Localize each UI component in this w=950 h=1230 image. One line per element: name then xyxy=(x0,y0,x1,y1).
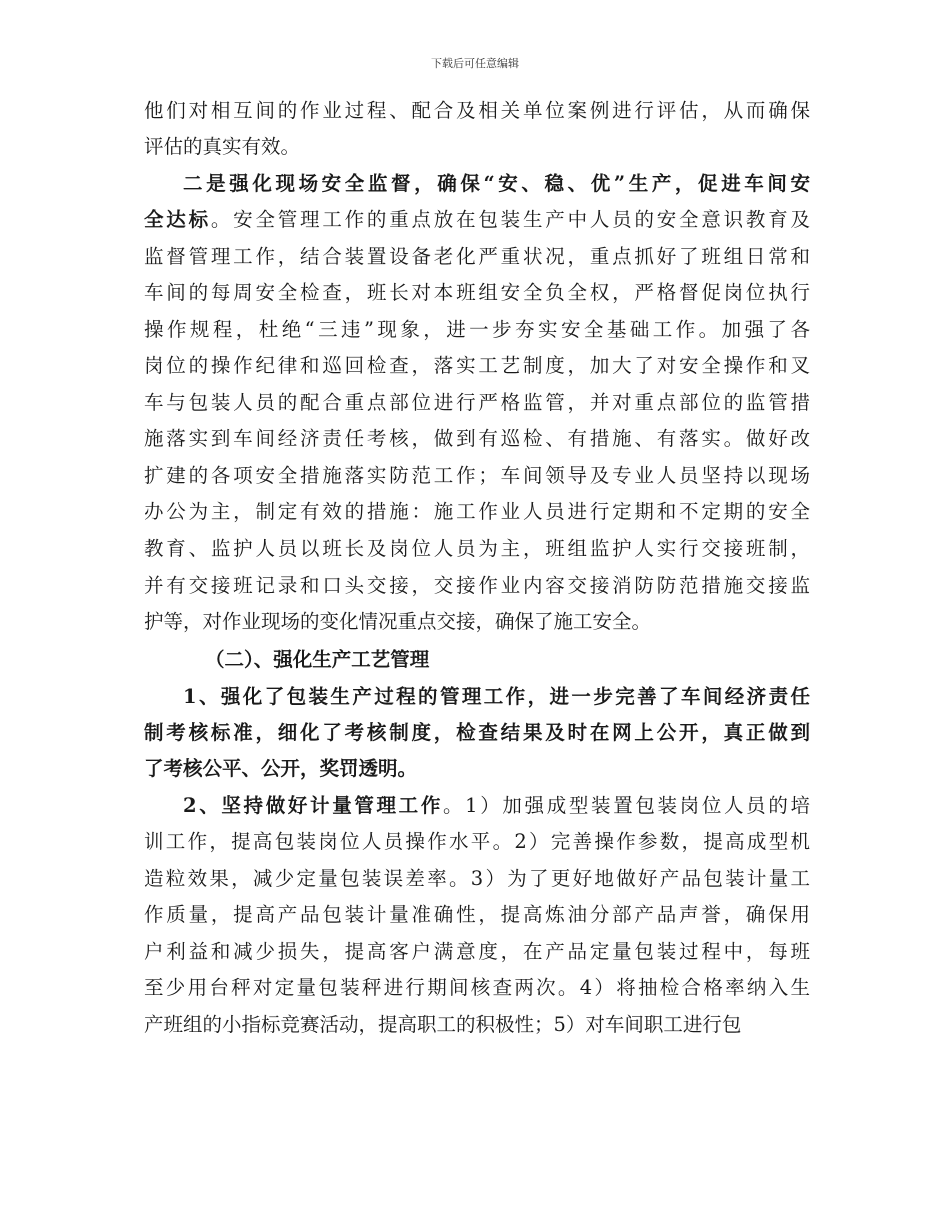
bold-run: 全达标 xyxy=(144,208,211,231)
text-run: 他们对相互间的作业过程、配合及相关单位案例进行评估，从而确保 xyxy=(144,99,810,122)
text-line xyxy=(144,202,810,238)
text-run: 教育、监护人员以班长及岗位人员为主，班组监护人实行交接班制， xyxy=(144,537,810,560)
text-run: 扩建的各项安全措施落实防范工作；车间领导及专业人员坚持以现场 xyxy=(144,464,810,487)
text-line xyxy=(183,788,810,824)
text-line xyxy=(144,239,810,275)
text-line xyxy=(144,458,810,494)
bold-run: 1、强化了包装生产过程的管理工作，进一步完善了车间经济责任 xyxy=(183,685,810,708)
text-run: 造粒效果，减少定量包装误差率。3）为了更好地做好产品包装计量工 xyxy=(144,867,810,890)
text-run: 护等，对作业现场的变化情况重点交接，确保了施工安全。 xyxy=(144,610,652,633)
bold-run: 制考核标准，细化了考核制度，检查结果及时在网上公开，真正做到 xyxy=(144,721,810,744)
text-line xyxy=(144,751,810,787)
text-run: 岗位的操作纪律和巡回检查，落实工艺制度，加大了对安全操作和叉 xyxy=(144,354,810,377)
text-run: 监督管理工作，结合装置设备老化严重状况，重点抓好了班组日常和 xyxy=(144,245,810,268)
text-line xyxy=(144,568,810,604)
text-run: 评估的真实有效。 xyxy=(144,135,301,158)
text-run: 。安全管理工作的重点放在包装生产中人员的安全意识教育及 xyxy=(210,208,810,231)
bold-run: （二）、强化生产工艺管理 xyxy=(205,648,430,671)
text-run: 作质量，提高产品包装计量准确性，提高炼油分部产品声誉，确保用 xyxy=(144,903,810,926)
text-line xyxy=(144,970,810,1006)
text-line xyxy=(183,679,810,715)
text-run: 户利益和减少损失，提高客户满意度，在产品定量包装过程中，每班 xyxy=(144,940,810,963)
text-line xyxy=(144,934,810,970)
text-run: 操作规程，杜绝“三违”现象，进一步夯实安全基础工作。加强了各 xyxy=(144,318,810,341)
text-line xyxy=(144,275,810,311)
text-line xyxy=(144,604,810,640)
text-line xyxy=(144,715,810,751)
text-run: 。1）加强成型装置包装岗位人员的培 xyxy=(443,794,810,817)
text-line xyxy=(183,166,810,202)
text-line xyxy=(144,861,810,897)
text-line xyxy=(205,642,810,678)
text-run: 训工作，提高包装岗位人员操作水平。2）完善操作参数，提高成型机 xyxy=(144,830,810,853)
text-run: 产班组的小指标竞赛活动，提高职工的积极性；5）对车间职工进行包 xyxy=(144,1013,742,1036)
text-line xyxy=(144,824,810,860)
page-header: 下载后可任意编辑 xyxy=(431,57,519,70)
text-run: 施落实到车间经济责任考核，做到有巡检、有措施、有落实。做好改 xyxy=(144,427,810,450)
text-line xyxy=(144,494,810,530)
bold-run: 二是强化现场安全监督，确保“安、稳、优”生产，促进车间安 xyxy=(183,172,810,195)
text-run: 并有交接班记录和口头交接，交接作业内容交接消防防范措施交接监 xyxy=(144,574,810,597)
text-run: 车间的每周安全检查，班长对本班组安全负全权，严格督促岗位执行 xyxy=(144,281,810,304)
text-line xyxy=(144,421,810,457)
bold-run: 2、坚持做好计量管理工作 xyxy=(183,794,443,817)
text-run: 办公为主，制定有效的措施：施工作业人员进行定期和不定期的安全 xyxy=(144,500,810,523)
text-line xyxy=(144,312,810,348)
bold-run: 了考核公平、公开，奖罚透明。 xyxy=(144,757,418,780)
text-line xyxy=(144,385,810,421)
text-line xyxy=(144,348,810,384)
text-run: 至少用台秤对定量包装秤进行期间核查两次。4）将抽检合格率纳入生 xyxy=(144,976,810,999)
text-line xyxy=(144,129,810,165)
text-line xyxy=(144,1007,810,1043)
text-run: 车与包装人员的配合重点部位进行严格监管，并对重点部位的监管措 xyxy=(144,391,810,414)
text-line xyxy=(144,897,810,933)
text-line xyxy=(144,531,810,567)
text-line xyxy=(144,93,810,129)
